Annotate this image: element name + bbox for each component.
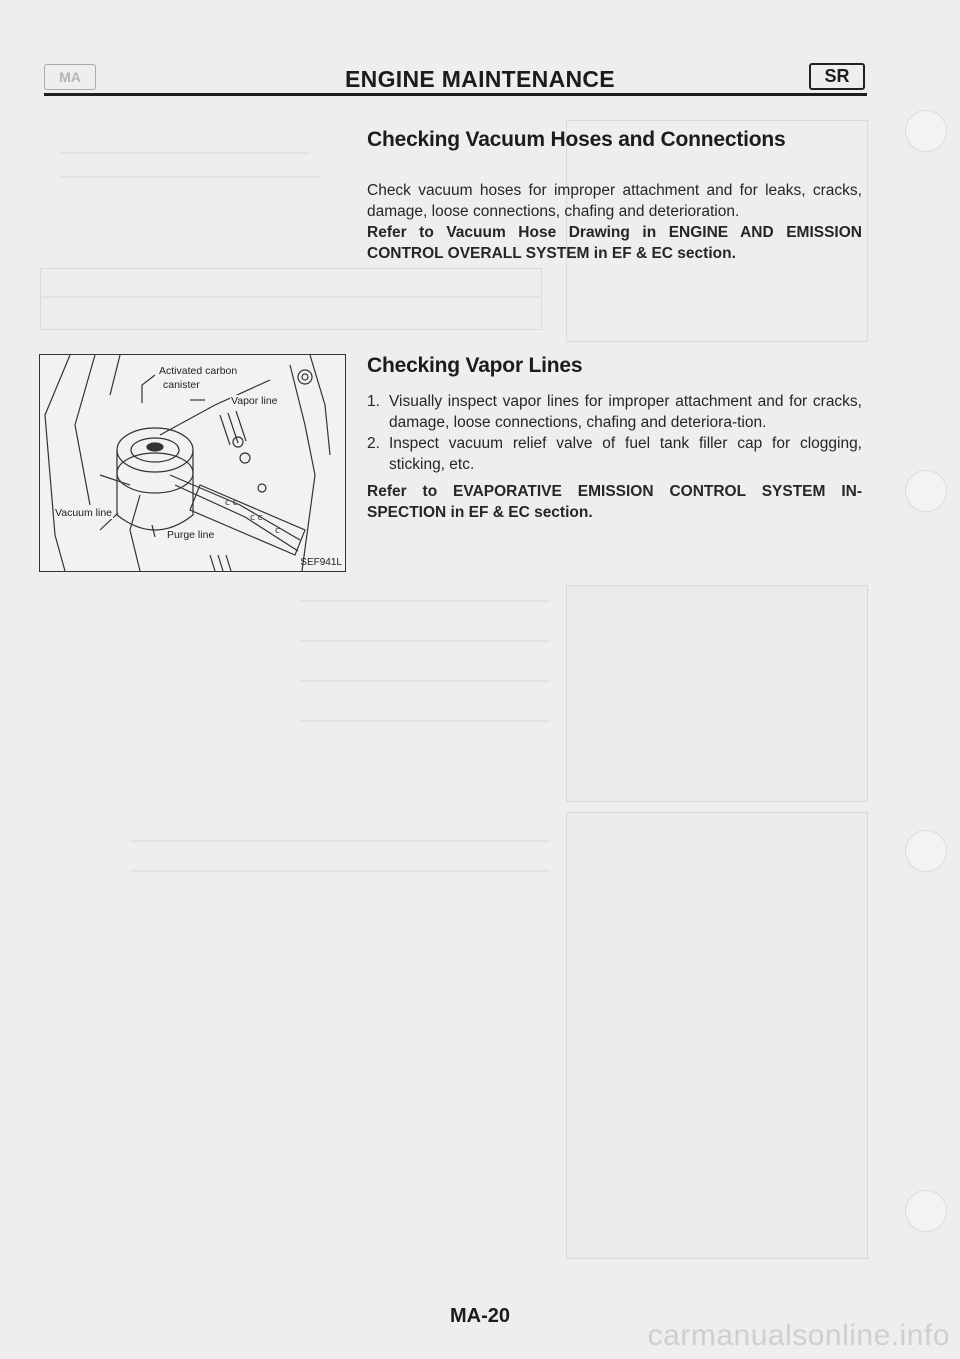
label-vacuum-line: Vacuum line [55, 507, 113, 519]
site-watermark: carmanualsonline.info [647, 1319, 950, 1352]
svg-text:c: c [275, 526, 280, 536]
binder-hole [905, 830, 947, 872]
bleed-through-line [40, 296, 540, 298]
svg-text:c c: c c [250, 513, 263, 523]
vapor-lines-steps [367, 391, 862, 475]
svg-text:c c: c c [225, 498, 238, 508]
label-purge-line: Purge line [167, 529, 215, 541]
step-text: Inspect vacuum relief valve of fuel tank filler cap for clogging, sticking, etc. [389, 435, 862, 473]
bleed-through-photo [566, 585, 868, 802]
bleed-through-photo [566, 812, 868, 1259]
step-number: 1. [367, 393, 380, 410]
bleed-through-line [130, 870, 550, 872]
bleed-through-line [300, 640, 550, 642]
section-title-vacuum-hoses: Checking Vacuum Hoses and Connections [367, 128, 786, 151]
bleed-through-line [60, 176, 320, 178]
vacuum-hoses-body: Check vacuum hoses for improper attachment and for leaks, cracks, damage, loose connections, chafing and deterioration. [367, 182, 862, 220]
vacuum-hoses-reference: Refer to Vacuum Hose Drawing in ENGINE AND EMISSION CONTROL OVERALL SYSTEM in EF & EC section. [367, 224, 862, 262]
section-tab-left: MA [44, 64, 96, 90]
label-activated-carbon: Activated carbon [159, 365, 238, 377]
section-title-vapor-lines: Checking Vapor Lines [367, 354, 583, 377]
label-vapor-line: Vapor line [231, 395, 278, 407]
header-rule [44, 93, 867, 96]
bleed-through-line [300, 720, 550, 722]
label-canister: canister [163, 379, 200, 391]
bleed-through-table [40, 268, 542, 330]
step-number: 2. [367, 435, 380, 452]
step-item [367, 433, 862, 475]
bleed-through-line [60, 152, 310, 154]
page-title: ENGINE MAINTENANCE [345, 66, 615, 92]
section-tab-right: SR [809, 63, 865, 90]
figure-code: SEF941L [300, 557, 342, 568]
binder-hole [905, 470, 947, 512]
vapor-lines-reference: Refer to EVAPORATIVE EMISSION CONTROL SYSTEM IN-SPECTION in EF & EC section. [367, 483, 862, 521]
binder-hole [905, 110, 947, 152]
bleed-through-line [300, 680, 550, 682]
binder-hole [905, 1190, 947, 1232]
step-item [367, 391, 862, 433]
bleed-through-line [300, 600, 550, 602]
page-number: MA-20 [449, 1305, 510, 1327]
step-text: Visually inspect vapor lines for improper attachment and for cracks, damage, loose connections, chafing and deteriora-tion. [389, 393, 862, 431]
vapor-lines-figure [39, 354, 346, 572]
bleed-through-line [130, 840, 550, 842]
